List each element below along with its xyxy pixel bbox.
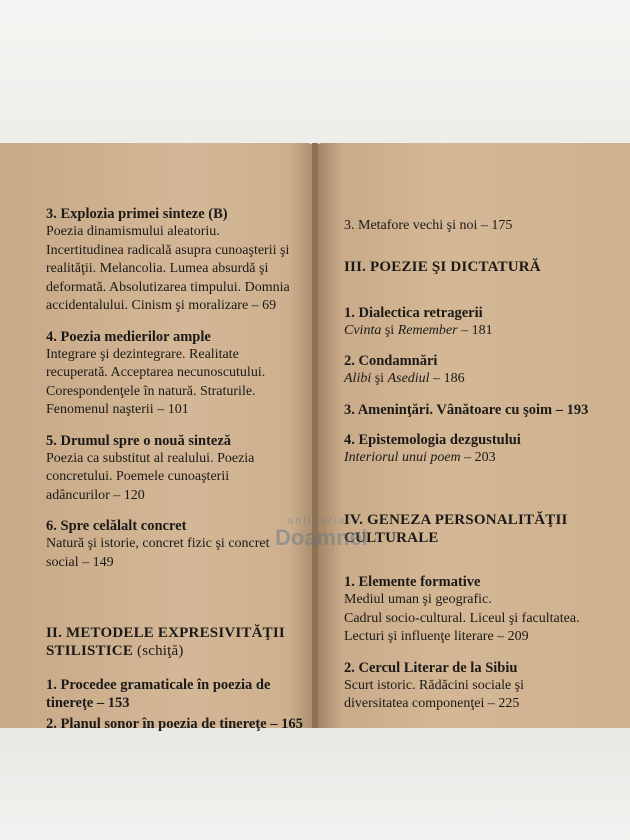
toc-entry [46, 205, 308, 316]
toc-entry [344, 573, 614, 647]
entry-line: diversitatea componenţei – 225 [344, 696, 520, 711]
entry-line: Integrare şi dezintegrare. Realitate [46, 346, 239, 362]
entry-line: deformată. Absolutizarea timpului. Domnia [46, 279, 290, 295]
right-column [344, 217, 614, 726]
entry-title: 3. Metafore vechi şi noi – 175 [344, 218, 513, 233]
watermark-logo [267, 515, 368, 559]
work-title: Cvinta [344, 322, 382, 338]
entry-title: tinereţe – 153 [46, 695, 130, 711]
entry-text: şi [381, 322, 398, 338]
entry-page: – 186 [429, 371, 465, 386]
entry-title: 2. Cercul Literar de la Sibiu [344, 659, 518, 676]
entry-line: Scurt istoric. Rădăcini sociale şi [344, 677, 525, 693]
entry-line: Corespondenţele în natură. Straturile. [46, 383, 256, 399]
entry-line: Lecturi şi influenţe literare – 209 [344, 629, 529, 644]
background-top [0, 0, 630, 145]
toc-entry [344, 659, 614, 714]
entry-title: 2. Condamnări [344, 353, 438, 369]
toc-entry [344, 352, 614, 389]
entry-title: 4. Poezia medierilor ample [46, 328, 211, 345]
entry-line: accidentalului. Cinism şi moralizare – 69 [46, 298, 277, 313]
entry-page: – 203 [460, 449, 496, 465]
toc-entry [344, 304, 614, 341]
part-heading-word: STILISTICE [46, 643, 134, 659]
entry-line [344, 370, 614, 389]
part-heading-note: (schiţă) [137, 643, 184, 659]
entry-line: Mediul uman şi geografic. [344, 592, 492, 607]
part-heading-line [46, 642, 308, 660]
entry-line [344, 449, 614, 468]
part-heading-line: II. METODELE EXPRESIVITĂŢII [46, 625, 285, 641]
entry-title: 6. Spre celălalt concret [46, 518, 187, 534]
toc-entry [344, 431, 614, 468]
work-title: Interiorul unui poem [344, 449, 461, 465]
toc-entry [46, 328, 308, 420]
toc-entry [46, 432, 308, 506]
work-title: Alibi [344, 371, 372, 386]
toc-entry [344, 401, 614, 419]
entry-title: 5. Drumul spre o nouă sinteză [46, 432, 232, 449]
part-heading: III. POEZIE ŞI DICTATURĂ [344, 258, 541, 275]
entry-line: Incertitudinea radicală asupra cunoaşterii şi [46, 242, 290, 258]
entry-line: concretului. Poemele cunoaşterii [46, 469, 230, 484]
entry-text: şi [371, 371, 388, 386]
open-book [0, 143, 630, 732]
entry-line: Natură şi istorie, concret fizic şi concret [46, 536, 270, 551]
entry-line: Poezia dinamismului aleatoriu. [46, 224, 220, 239]
part-heading [46, 624, 308, 660]
watermark-big-text: Doamnei [275, 525, 368, 550]
entry-title: 4. Epistemologia dezgustului [344, 431, 521, 448]
entry-line [344, 322, 614, 341]
entry-line: Poezia ca substitut al realului. Poezia [46, 450, 255, 466]
left-column [46, 205, 308, 745]
entry-page: – 181 [457, 322, 493, 338]
toc-entry [46, 676, 308, 712]
entry-title: 3. Ameninţări. Vânătoare cu şoim – 193 [344, 401, 589, 418]
watermark-small-text: anticariat [287, 515, 352, 527]
toc-entry [46, 715, 308, 733]
entry-title: 1. Dialectica retragerii [344, 304, 483, 321]
entry-line: realităţii. Melancolia. Lumea absurdă şi [46, 261, 269, 276]
part-heading-line: IV. GENEZA PERSONALITĂŢII [344, 512, 568, 528]
entry-line: adâncurilor – 120 [46, 487, 145, 503]
entry-line: Cadrul socio-cultural. Liceul şi facultatea. [344, 610, 580, 626]
entry-line: social – 149 [46, 554, 114, 570]
entry-line: recuperată. Acceptarea necunoscutului. [46, 365, 266, 380]
work-title: Remember [397, 322, 458, 338]
work-title: Asediul [387, 371, 430, 386]
entry-title: 1. Procedee gramaticale în poezia de [46, 677, 271, 693]
entry-line: Fenomenul naşterii – 101 [46, 402, 189, 417]
toc-entry [344, 217, 614, 236]
part-heading-line: CULTURALE [344, 530, 439, 546]
part-heading [344, 511, 614, 547]
entry-title: 3. Explozia primei sinteze (B) [46, 206, 228, 222]
entry-title: 1. Elemente formative [344, 574, 481, 590]
entry-title: 2. Planul sonor în poezia de tinereţe – 165 [46, 716, 303, 732]
book-gutter [312, 143, 318, 728]
